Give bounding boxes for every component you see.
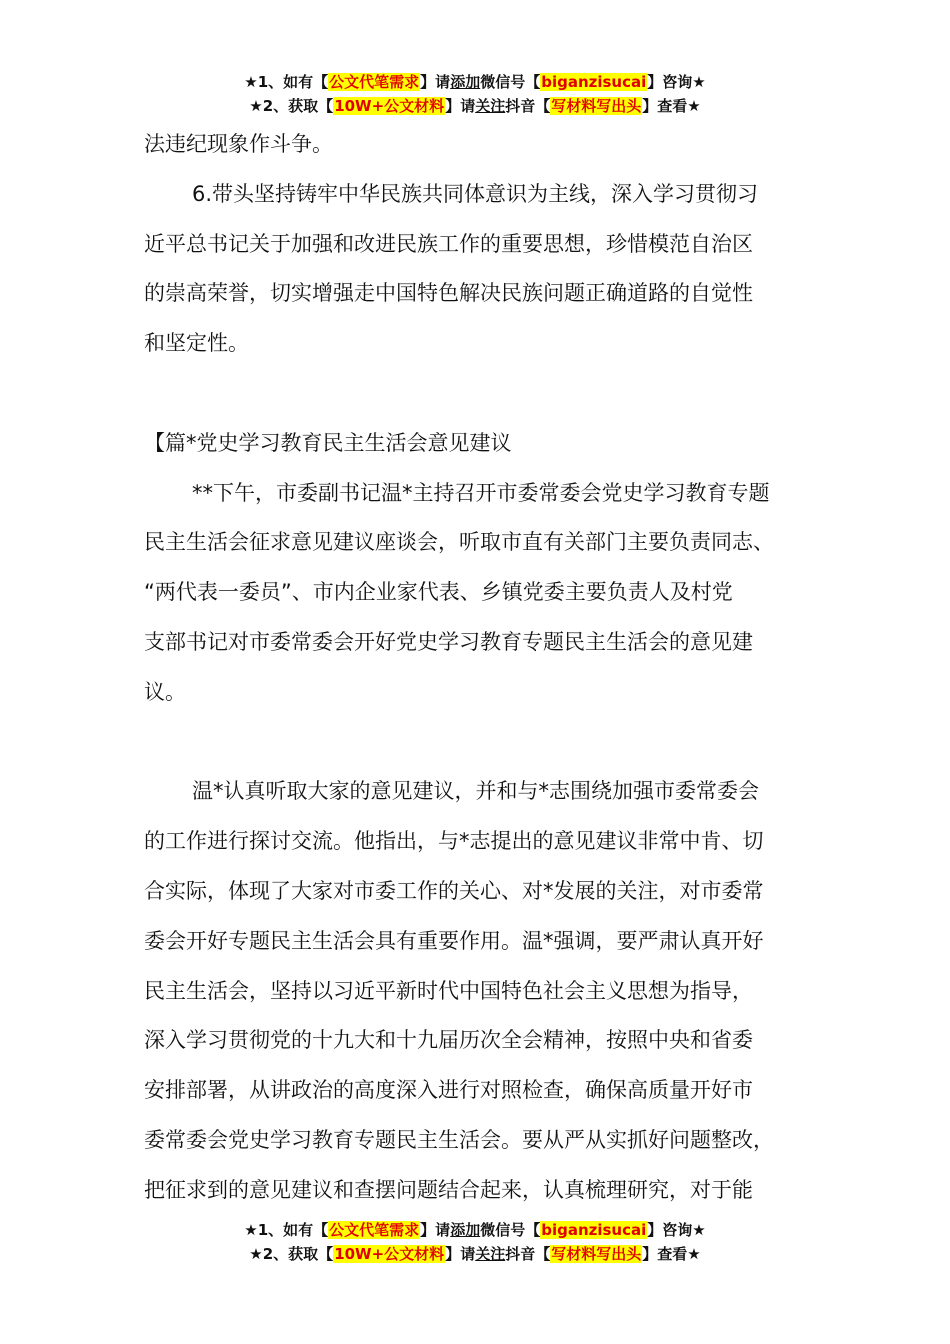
text-line: 6.带头坚持铸牢中华民族共同体意识为主线，深入学习贯彻习 xyxy=(192,181,759,206)
banner-line-1 xyxy=(0,70,950,94)
banner-text: 】请 xyxy=(445,1245,476,1263)
text-line: 深入学习贯彻党的十九大和十九届历次全会精神，按照中央和省委 xyxy=(144,1028,753,1053)
text-line: 和坚定性。 xyxy=(144,331,249,356)
text-line: 的崇高荣誉，切实增强走中国特色解决民族问题正确道路的自觉性 xyxy=(144,281,753,306)
text-line: 委会开好专题民主生活会具有重要作用。温*强调，要严肃认真开好 xyxy=(144,928,764,953)
text-line: 议。 xyxy=(144,679,186,704)
text-line: 温*认真听取大家的意见建议，并和与*志围绕加强市委常委会 xyxy=(192,779,759,804)
section-heading xyxy=(144,419,824,469)
banner-text: 】请 xyxy=(445,97,476,115)
banner-text: 】请 xyxy=(420,1221,451,1239)
header-banner xyxy=(0,70,950,118)
blank-line xyxy=(144,718,824,768)
banner-text: ★1、如有【 xyxy=(244,1221,329,1239)
heading-text: 【篇*党史学习教育民主生活会意见建议 xyxy=(144,430,512,455)
text-line: “两代表一委员”、市内企业家代表、乡镇党委主要负责人及村党 xyxy=(144,580,733,605)
text-line: 近平总书记关于加强和改进民族工作的重要思想，珍惜模范自治区 xyxy=(144,231,753,256)
document-body xyxy=(144,120,824,1216)
text-line: 民主生活会，坚持以习近平新时代中国特色社会主义思想为指导， xyxy=(144,978,753,1003)
footer-banner xyxy=(0,1218,950,1266)
banner-text: 】查看★ xyxy=(642,97,701,115)
text-line: 的工作进行探讨交流。他指出，与*志提出的意见建议非常中肯、切 xyxy=(144,829,764,854)
highlight-text: biganzisucai xyxy=(541,1221,647,1239)
highlight-text: 公文代笔需求 xyxy=(329,1221,420,1239)
text-line: 把征求到的意见建议和查摆问题结合起来，认真梳理研究，对于能 xyxy=(144,1177,753,1202)
underlined-text: 添加 xyxy=(450,73,481,91)
banner-text: 微信号【 xyxy=(480,1221,541,1239)
paragraph xyxy=(144,767,824,1215)
underlined-text: 关注 xyxy=(475,97,506,115)
highlight-text: biganzisucai xyxy=(541,73,647,91)
highlight-text: 公文代笔需求 xyxy=(329,73,420,91)
highlight-text: 10W+公文材料 xyxy=(334,97,445,115)
highlight-text: 写材料写出头 xyxy=(551,1245,642,1263)
banner-line-2 xyxy=(0,1242,950,1266)
banner-text: ★2、获取【 xyxy=(249,1245,334,1263)
banner-text: ★1、如有【 xyxy=(244,73,329,91)
banner-text: 】咨询★ xyxy=(647,1221,706,1239)
banner-text: 】咨询★ xyxy=(647,73,706,91)
highlight-text: 写材料写出头 xyxy=(551,97,642,115)
text-line: 合实际，体现了大家对市委工作的关心、对*发展的关注，对市委常 xyxy=(144,878,764,903)
banner-text: 抖音【 xyxy=(505,1245,551,1263)
paragraph xyxy=(144,170,824,369)
underlined-text: 添加 xyxy=(450,1221,481,1239)
highlight-text: 10W+公文材料 xyxy=(334,1245,445,1263)
text-line: 民主生活会征求意见建议座谈会，听取市直有关部门主要负责同志、 xyxy=(144,530,774,555)
paragraph xyxy=(144,469,824,718)
paragraph xyxy=(144,120,824,170)
banner-text: 】查看★ xyxy=(642,1245,701,1263)
text-line: 法违纪现象作斗争。 xyxy=(144,132,333,156)
text-line: 支部书记对市委常委会开好党史学习教育专题民主生活会的意见建 xyxy=(144,629,753,654)
text-line: **下午，市委副书记温*主持召开市委常委会党史学习教育专题 xyxy=(192,480,770,505)
text-line: 委常委会党史学习教育专题民主生活会。要从严从实抓好问题整改， xyxy=(144,1127,774,1152)
banner-text: ★2、获取【 xyxy=(249,97,334,115)
blank-line xyxy=(144,369,824,419)
banner-line-2 xyxy=(0,94,950,118)
banner-line-1 xyxy=(0,1218,950,1242)
banner-text: 微信号【 xyxy=(480,73,541,91)
banner-text: 】请 xyxy=(420,73,451,91)
text-line: 安排部署，从讲政治的高度深入进行对照检查，确保高质量开好市 xyxy=(144,1078,753,1103)
banner-text: 抖音【 xyxy=(505,97,551,115)
underlined-text: 关注 xyxy=(475,1245,506,1263)
